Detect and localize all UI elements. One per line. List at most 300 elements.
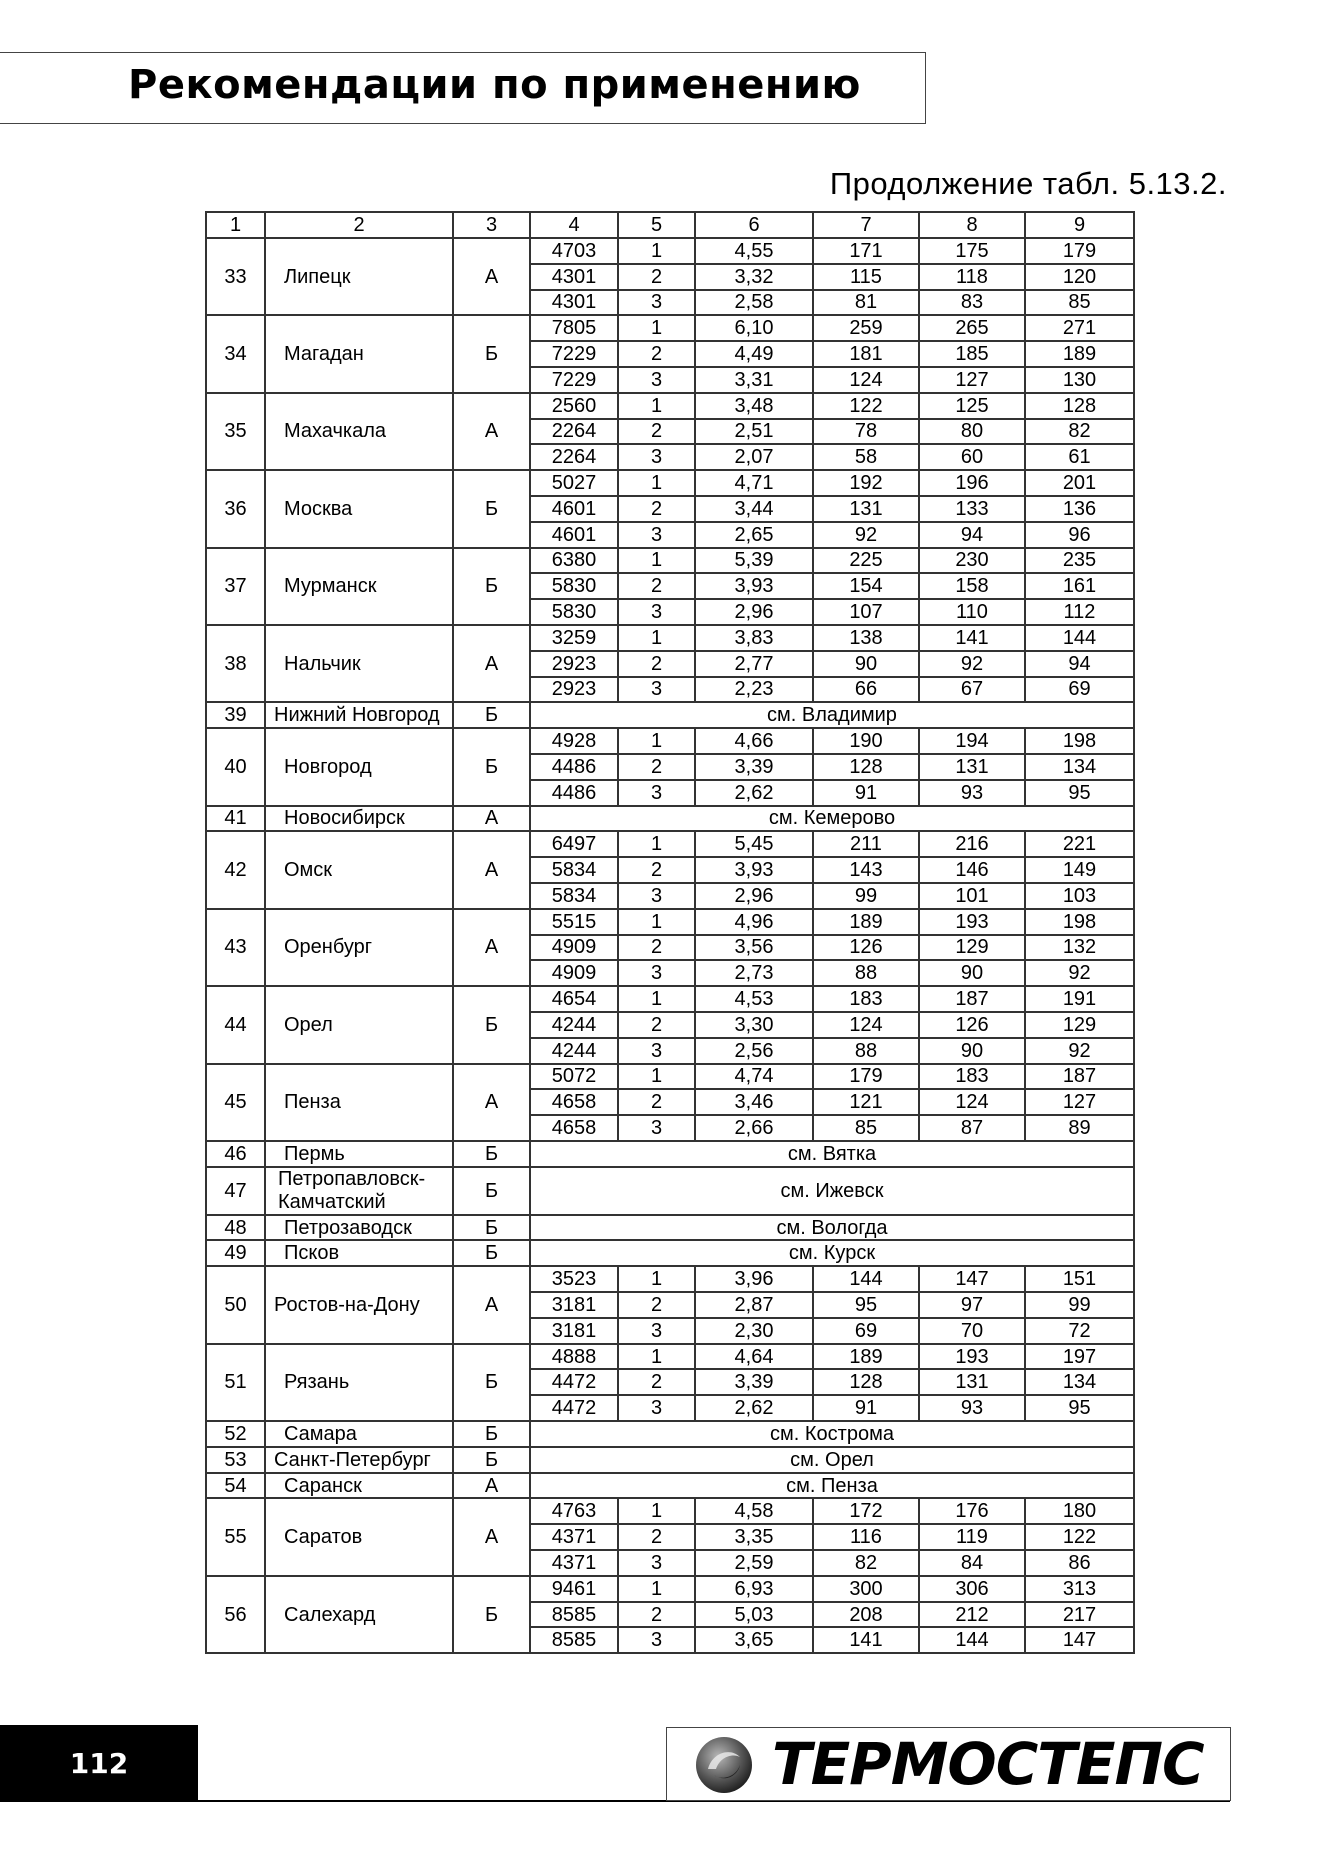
table-row bbox=[206, 909, 1134, 935]
value-col6: 2,65 bbox=[695, 522, 813, 548]
value-col8: 194 bbox=[919, 728, 1025, 754]
table-row bbox=[206, 1344, 1134, 1370]
value-col9: 95 bbox=[1025, 1395, 1134, 1421]
city-name: Нальчик bbox=[265, 625, 453, 702]
column-header: 1 bbox=[206, 212, 265, 238]
value-col7: 189 bbox=[813, 909, 919, 935]
value-col7: 154 bbox=[813, 573, 919, 599]
value-col9: 161 bbox=[1025, 573, 1134, 599]
zone-code: А bbox=[453, 1498, 530, 1575]
row-number: 37 bbox=[206, 548, 265, 625]
value-col4: 4658 bbox=[530, 1115, 618, 1141]
value-col4: 5515 bbox=[530, 909, 618, 935]
value-col7: 190 bbox=[813, 728, 919, 754]
value-col9: 128 bbox=[1025, 393, 1134, 419]
value-col7: 88 bbox=[813, 960, 919, 986]
zone-code: Б bbox=[453, 1576, 530, 1653]
value-col4: 2923 bbox=[530, 677, 618, 703]
value-col4: 4601 bbox=[530, 496, 618, 522]
value-col8: 110 bbox=[919, 599, 1025, 625]
row-number: 45 bbox=[206, 1064, 265, 1141]
city-name: Самара bbox=[265, 1421, 453, 1447]
city-name: Оренбург bbox=[265, 909, 453, 986]
value-col6: 2,96 bbox=[695, 883, 813, 909]
zone-code: Б bbox=[453, 1421, 530, 1447]
value-col8: 144 bbox=[919, 1627, 1025, 1653]
value-col8: 67 bbox=[919, 677, 1025, 703]
value-col5: 3 bbox=[618, 290, 695, 316]
logo-icon bbox=[694, 1735, 754, 1795]
row-number: 49 bbox=[206, 1240, 265, 1266]
city-name: Саратов bbox=[265, 1498, 453, 1575]
value-col6: 5,03 bbox=[695, 1602, 813, 1628]
value-col4: 5830 bbox=[530, 599, 618, 625]
table-row bbox=[206, 1576, 1134, 1602]
row-number: 46 bbox=[206, 1141, 265, 1167]
value-col8: 193 bbox=[919, 1344, 1025, 1370]
value-col5: 3 bbox=[618, 780, 695, 806]
value-col6: 4,58 bbox=[695, 1498, 813, 1524]
value-col8: 87 bbox=[919, 1115, 1025, 1141]
value-col4: 4301 bbox=[530, 290, 618, 316]
value-col7: 95 bbox=[813, 1292, 919, 1318]
value-col9: 134 bbox=[1025, 754, 1134, 780]
value-col6: 3,56 bbox=[695, 935, 813, 961]
value-col9: 129 bbox=[1025, 1012, 1134, 1038]
value-col9: 179 bbox=[1025, 238, 1134, 264]
value-col5: 2 bbox=[618, 651, 695, 677]
value-col9: 130 bbox=[1025, 367, 1134, 393]
value-col5: 2 bbox=[618, 419, 695, 445]
value-col8: 129 bbox=[919, 935, 1025, 961]
value-col8: 127 bbox=[919, 367, 1025, 393]
table-row bbox=[206, 548, 1134, 574]
value-col4: 4244 bbox=[530, 1012, 618, 1038]
zone-code: Б bbox=[453, 1167, 530, 1215]
row-number: 52 bbox=[206, 1421, 265, 1447]
row-number: 51 bbox=[206, 1344, 265, 1421]
value-col5: 3 bbox=[618, 1318, 695, 1344]
value-col7: 259 bbox=[813, 315, 919, 341]
value-col7: 192 bbox=[813, 470, 919, 496]
value-col4: 4486 bbox=[530, 780, 618, 806]
row-number: 38 bbox=[206, 625, 265, 702]
value-col8: 147 bbox=[919, 1266, 1025, 1292]
city-name: Петрозаводск bbox=[265, 1215, 453, 1241]
see-reference: см. Кемерово bbox=[530, 806, 1134, 832]
value-col9: 235 bbox=[1025, 548, 1134, 574]
value-col5: 2 bbox=[618, 754, 695, 780]
value-col6: 4,49 bbox=[695, 341, 813, 367]
city-name: Пермь bbox=[265, 1141, 453, 1167]
see-reference: см. Ижевск bbox=[530, 1167, 1134, 1215]
value-col8: 97 bbox=[919, 1292, 1025, 1318]
value-col7: 131 bbox=[813, 496, 919, 522]
row-number: 42 bbox=[206, 831, 265, 908]
city-name: Ростов-на-Дону bbox=[265, 1266, 453, 1343]
value-col8: 94 bbox=[919, 522, 1025, 548]
value-col9: 198 bbox=[1025, 728, 1134, 754]
value-col6: 4,66 bbox=[695, 728, 813, 754]
zone-code: А bbox=[453, 1064, 530, 1141]
row-number: 56 bbox=[206, 1576, 265, 1653]
value-col5: 3 bbox=[618, 677, 695, 703]
value-col4: 6497 bbox=[530, 831, 618, 857]
table-row bbox=[206, 806, 1134, 832]
value-col9: 151 bbox=[1025, 1266, 1134, 1292]
value-col5: 2 bbox=[618, 1524, 695, 1550]
value-col8: 193 bbox=[919, 909, 1025, 935]
city-name: Саранск bbox=[265, 1473, 453, 1499]
value-col8: 212 bbox=[919, 1602, 1025, 1628]
value-col8: 126 bbox=[919, 1012, 1025, 1038]
value-col9: 197 bbox=[1025, 1344, 1134, 1370]
table-row bbox=[206, 238, 1134, 264]
value-col7: 138 bbox=[813, 625, 919, 651]
value-col7: 116 bbox=[813, 1524, 919, 1550]
value-col4: 2264 bbox=[530, 419, 618, 445]
value-col9: 180 bbox=[1025, 1498, 1134, 1524]
value-col8: 131 bbox=[919, 754, 1025, 780]
value-col6: 2,23 bbox=[695, 677, 813, 703]
table-body bbox=[206, 238, 1134, 1653]
value-col6: 2,87 bbox=[695, 1292, 813, 1318]
value-col6: 3,93 bbox=[695, 573, 813, 599]
value-col6: 3,39 bbox=[695, 1369, 813, 1395]
zone-code: Б bbox=[453, 728, 530, 805]
value-col4: 4472 bbox=[530, 1395, 618, 1421]
value-col6: 4,96 bbox=[695, 909, 813, 935]
zone-code: А bbox=[453, 1473, 530, 1499]
value-col5: 3 bbox=[618, 1395, 695, 1421]
value-col7: 189 bbox=[813, 1344, 919, 1370]
value-col4: 4486 bbox=[530, 754, 618, 780]
value-col4: 4928 bbox=[530, 728, 618, 754]
city-name: Орел bbox=[265, 986, 453, 1063]
value-col6: 3,46 bbox=[695, 1089, 813, 1115]
zone-code: Б bbox=[453, 548, 530, 625]
zone-code: А bbox=[453, 625, 530, 702]
value-col5: 2 bbox=[618, 935, 695, 961]
value-col7: 90 bbox=[813, 651, 919, 677]
value-col4: 3259 bbox=[530, 625, 618, 651]
value-col8: 230 bbox=[919, 548, 1025, 574]
value-col8: 83 bbox=[919, 290, 1025, 316]
row-number: 47 bbox=[206, 1167, 265, 1215]
value-col8: 196 bbox=[919, 470, 1025, 496]
see-reference: см. Орел bbox=[530, 1447, 1134, 1473]
value-col5: 1 bbox=[618, 831, 695, 857]
see-reference: см. Владимир bbox=[530, 702, 1134, 728]
value-col6: 5,39 bbox=[695, 548, 813, 574]
table-row bbox=[206, 831, 1134, 857]
value-col8: 133 bbox=[919, 496, 1025, 522]
value-col8: 131 bbox=[919, 1369, 1025, 1395]
value-col6: 3,39 bbox=[695, 754, 813, 780]
value-col8: 187 bbox=[919, 986, 1025, 1012]
value-col4: 5072 bbox=[530, 1064, 618, 1090]
table-row bbox=[206, 393, 1134, 419]
header-row bbox=[206, 212, 1134, 238]
value-col7: 69 bbox=[813, 1318, 919, 1344]
table-row bbox=[206, 1141, 1134, 1167]
value-col6: 2,58 bbox=[695, 290, 813, 316]
zone-code: А bbox=[453, 1266, 530, 1343]
value-col8: 90 bbox=[919, 960, 1025, 986]
see-reference: см. Пенза bbox=[530, 1473, 1134, 1499]
value-col7: 58 bbox=[813, 444, 919, 470]
value-col8: 124 bbox=[919, 1089, 1025, 1115]
row-number: 39 bbox=[206, 702, 265, 728]
table-row bbox=[206, 1167, 1134, 1215]
value-col7: 143 bbox=[813, 857, 919, 883]
city-name: Липецк bbox=[265, 238, 453, 315]
row-number: 55 bbox=[206, 1498, 265, 1575]
value-col7: 66 bbox=[813, 677, 919, 703]
value-col6: 4,53 bbox=[695, 986, 813, 1012]
value-col8: 70 bbox=[919, 1318, 1025, 1344]
value-col5: 2 bbox=[618, 264, 695, 290]
table-row bbox=[206, 1240, 1134, 1266]
value-col7: 92 bbox=[813, 522, 919, 548]
value-col4: 8585 bbox=[530, 1627, 618, 1653]
value-col6: 6,93 bbox=[695, 1576, 813, 1602]
value-col5: 2 bbox=[618, 341, 695, 367]
value-col9: 189 bbox=[1025, 341, 1134, 367]
row-number: 44 bbox=[206, 986, 265, 1063]
city-name: Москва bbox=[265, 470, 453, 547]
value-col5: 3 bbox=[618, 599, 695, 625]
see-reference: см. Курск bbox=[530, 1240, 1134, 1266]
table-row bbox=[206, 1266, 1134, 1292]
value-col5: 3 bbox=[618, 522, 695, 548]
value-col7: 107 bbox=[813, 599, 919, 625]
column-header: 9 bbox=[1025, 212, 1134, 238]
value-col4: 3181 bbox=[530, 1292, 618, 1318]
value-col7: 172 bbox=[813, 1498, 919, 1524]
value-col8: 158 bbox=[919, 573, 1025, 599]
value-col7: 181 bbox=[813, 341, 919, 367]
value-col7: 179 bbox=[813, 1064, 919, 1090]
value-col6: 4,74 bbox=[695, 1064, 813, 1090]
value-col9: 149 bbox=[1025, 857, 1134, 883]
city-name: Петропавловск-Камчатский bbox=[265, 1167, 453, 1215]
climate-table bbox=[205, 211, 1135, 1654]
value-col9: 313 bbox=[1025, 1576, 1134, 1602]
value-col6: 3,32 bbox=[695, 264, 813, 290]
page-number: 112 bbox=[0, 1725, 198, 1802]
value-col7: 225 bbox=[813, 548, 919, 574]
value-col9: 271 bbox=[1025, 315, 1134, 341]
value-col5: 2 bbox=[618, 857, 695, 883]
value-col4: 4371 bbox=[530, 1550, 618, 1576]
table-row bbox=[206, 625, 1134, 651]
value-col6: 2,62 bbox=[695, 1395, 813, 1421]
column-header: 7 bbox=[813, 212, 919, 238]
value-col4: 6380 bbox=[530, 548, 618, 574]
row-number: 48 bbox=[206, 1215, 265, 1241]
zone-code: А bbox=[453, 831, 530, 908]
value-col8: 306 bbox=[919, 1576, 1025, 1602]
value-col9: 61 bbox=[1025, 444, 1134, 470]
table-header bbox=[206, 212, 1134, 238]
value-col9: 96 bbox=[1025, 522, 1134, 548]
value-col6: 4,55 bbox=[695, 238, 813, 264]
zone-code: Б bbox=[453, 702, 530, 728]
row-number: 54 bbox=[206, 1473, 265, 1499]
value-col5: 3 bbox=[618, 883, 695, 909]
value-col4: 4703 bbox=[530, 238, 618, 264]
value-col6: 3,48 bbox=[695, 393, 813, 419]
value-col7: 88 bbox=[813, 1038, 919, 1064]
column-header: 4 bbox=[530, 212, 618, 238]
value-col8: 84 bbox=[919, 1550, 1025, 1576]
value-col5: 1 bbox=[618, 1344, 695, 1370]
value-col4: 4371 bbox=[530, 1524, 618, 1550]
value-col4: 4472 bbox=[530, 1369, 618, 1395]
value-col9: 99 bbox=[1025, 1292, 1134, 1318]
value-col6: 6,10 bbox=[695, 315, 813, 341]
value-col9: 92 bbox=[1025, 960, 1134, 986]
value-col6: 3,44 bbox=[695, 496, 813, 522]
city-name: Мурманск bbox=[265, 548, 453, 625]
value-col5: 1 bbox=[618, 470, 695, 496]
city-name: Новосибирск bbox=[265, 806, 453, 832]
value-col7: 124 bbox=[813, 367, 919, 393]
value-col8: 125 bbox=[919, 393, 1025, 419]
value-col4: 7229 bbox=[530, 367, 618, 393]
value-col4: 5834 bbox=[530, 857, 618, 883]
value-col5: 1 bbox=[618, 625, 695, 651]
value-col4: 2923 bbox=[530, 651, 618, 677]
value-col5: 3 bbox=[618, 1550, 695, 1576]
value-col7: 211 bbox=[813, 831, 919, 857]
value-col7: 81 bbox=[813, 290, 919, 316]
value-col5: 1 bbox=[618, 986, 695, 1012]
table-row bbox=[206, 315, 1134, 341]
value-col8: 176 bbox=[919, 1498, 1025, 1524]
value-col9: 122 bbox=[1025, 1524, 1134, 1550]
value-col7: 300 bbox=[813, 1576, 919, 1602]
table-row bbox=[206, 1215, 1134, 1241]
table-row bbox=[206, 702, 1134, 728]
table-row bbox=[206, 1447, 1134, 1473]
see-reference: см. Кострома bbox=[530, 1421, 1134, 1447]
table-row bbox=[206, 470, 1134, 496]
value-col6: 2,66 bbox=[695, 1115, 813, 1141]
city-name: Магадан bbox=[265, 315, 453, 392]
value-col5: 1 bbox=[618, 1266, 695, 1292]
value-col9: 132 bbox=[1025, 935, 1134, 961]
column-header: 5 bbox=[618, 212, 695, 238]
value-col8: 265 bbox=[919, 315, 1025, 341]
value-col5: 1 bbox=[618, 909, 695, 935]
value-col9: 127 bbox=[1025, 1089, 1134, 1115]
value-col5: 3 bbox=[618, 1115, 695, 1141]
value-col8: 146 bbox=[919, 857, 1025, 883]
value-col4: 5027 bbox=[530, 470, 618, 496]
value-col6: 3,83 bbox=[695, 625, 813, 651]
value-col4: 5830 bbox=[530, 573, 618, 599]
value-col5: 3 bbox=[618, 444, 695, 470]
zone-code: Б bbox=[453, 470, 530, 547]
value-col4: 8585 bbox=[530, 1602, 618, 1628]
value-col9: 69 bbox=[1025, 677, 1134, 703]
value-col4: 2264 bbox=[530, 444, 618, 470]
value-col9: 120 bbox=[1025, 264, 1134, 290]
value-col4: 4244 bbox=[530, 1038, 618, 1064]
value-col9: 217 bbox=[1025, 1602, 1134, 1628]
table-row bbox=[206, 986, 1134, 1012]
value-col9: 72 bbox=[1025, 1318, 1134, 1344]
row-number: 33 bbox=[206, 238, 265, 315]
value-col5: 1 bbox=[618, 1576, 695, 1602]
city-name: Омск bbox=[265, 831, 453, 908]
table-row bbox=[206, 1498, 1134, 1524]
value-col5: 2 bbox=[618, 1012, 695, 1038]
value-col7: 126 bbox=[813, 935, 919, 961]
row-number: 50 bbox=[206, 1266, 265, 1343]
value-col6: 2,56 bbox=[695, 1038, 813, 1064]
value-col6: 3,31 bbox=[695, 367, 813, 393]
value-col6: 2,07 bbox=[695, 444, 813, 470]
zone-code: Б bbox=[453, 1141, 530, 1167]
value-col7: 121 bbox=[813, 1089, 919, 1115]
column-header: 6 bbox=[695, 212, 813, 238]
value-col7: 171 bbox=[813, 238, 919, 264]
value-col6: 3,96 bbox=[695, 1266, 813, 1292]
zone-code: Б bbox=[453, 1215, 530, 1241]
city-name: Махачкала bbox=[265, 393, 453, 470]
table-row bbox=[206, 1473, 1134, 1499]
value-col8: 80 bbox=[919, 419, 1025, 445]
value-col5: 1 bbox=[618, 548, 695, 574]
value-col5: 1 bbox=[618, 238, 695, 264]
value-col6: 2,59 bbox=[695, 1550, 813, 1576]
value-col4: 7229 bbox=[530, 341, 618, 367]
value-col7: 115 bbox=[813, 264, 919, 290]
value-col8: 60 bbox=[919, 444, 1025, 470]
city-name: Салехард bbox=[265, 1576, 453, 1653]
zone-code: Б bbox=[453, 1240, 530, 1266]
value-col9: 94 bbox=[1025, 651, 1134, 677]
row-number: 36 bbox=[206, 470, 265, 547]
value-col7: 183 bbox=[813, 986, 919, 1012]
value-col8: 93 bbox=[919, 780, 1025, 806]
zone-code: А bbox=[453, 806, 530, 832]
table-caption: Продолжение табл. 5.13.2. bbox=[829, 166, 1227, 201]
value-col4: 4654 bbox=[530, 986, 618, 1012]
value-col9: 82 bbox=[1025, 419, 1134, 445]
city-name: Нижний Новгород bbox=[265, 702, 453, 728]
value-col5: 3 bbox=[618, 1627, 695, 1653]
row-number: 53 bbox=[206, 1447, 265, 1473]
value-col6: 3,65 bbox=[695, 1627, 813, 1653]
value-col4: 9461 bbox=[530, 1576, 618, 1602]
value-col9: 134 bbox=[1025, 1369, 1134, 1395]
page-title: Рекомендации по применению bbox=[128, 62, 861, 108]
value-col5: 2 bbox=[618, 1602, 695, 1628]
value-col8: 175 bbox=[919, 238, 1025, 264]
value-col4: 4601 bbox=[530, 522, 618, 548]
value-col9: 136 bbox=[1025, 496, 1134, 522]
value-col7: 141 bbox=[813, 1627, 919, 1653]
value-col9: 85 bbox=[1025, 290, 1134, 316]
value-col8: 183 bbox=[919, 1064, 1025, 1090]
row-number: 34 bbox=[206, 315, 265, 392]
value-col6: 2,96 bbox=[695, 599, 813, 625]
value-col7: 128 bbox=[813, 754, 919, 780]
